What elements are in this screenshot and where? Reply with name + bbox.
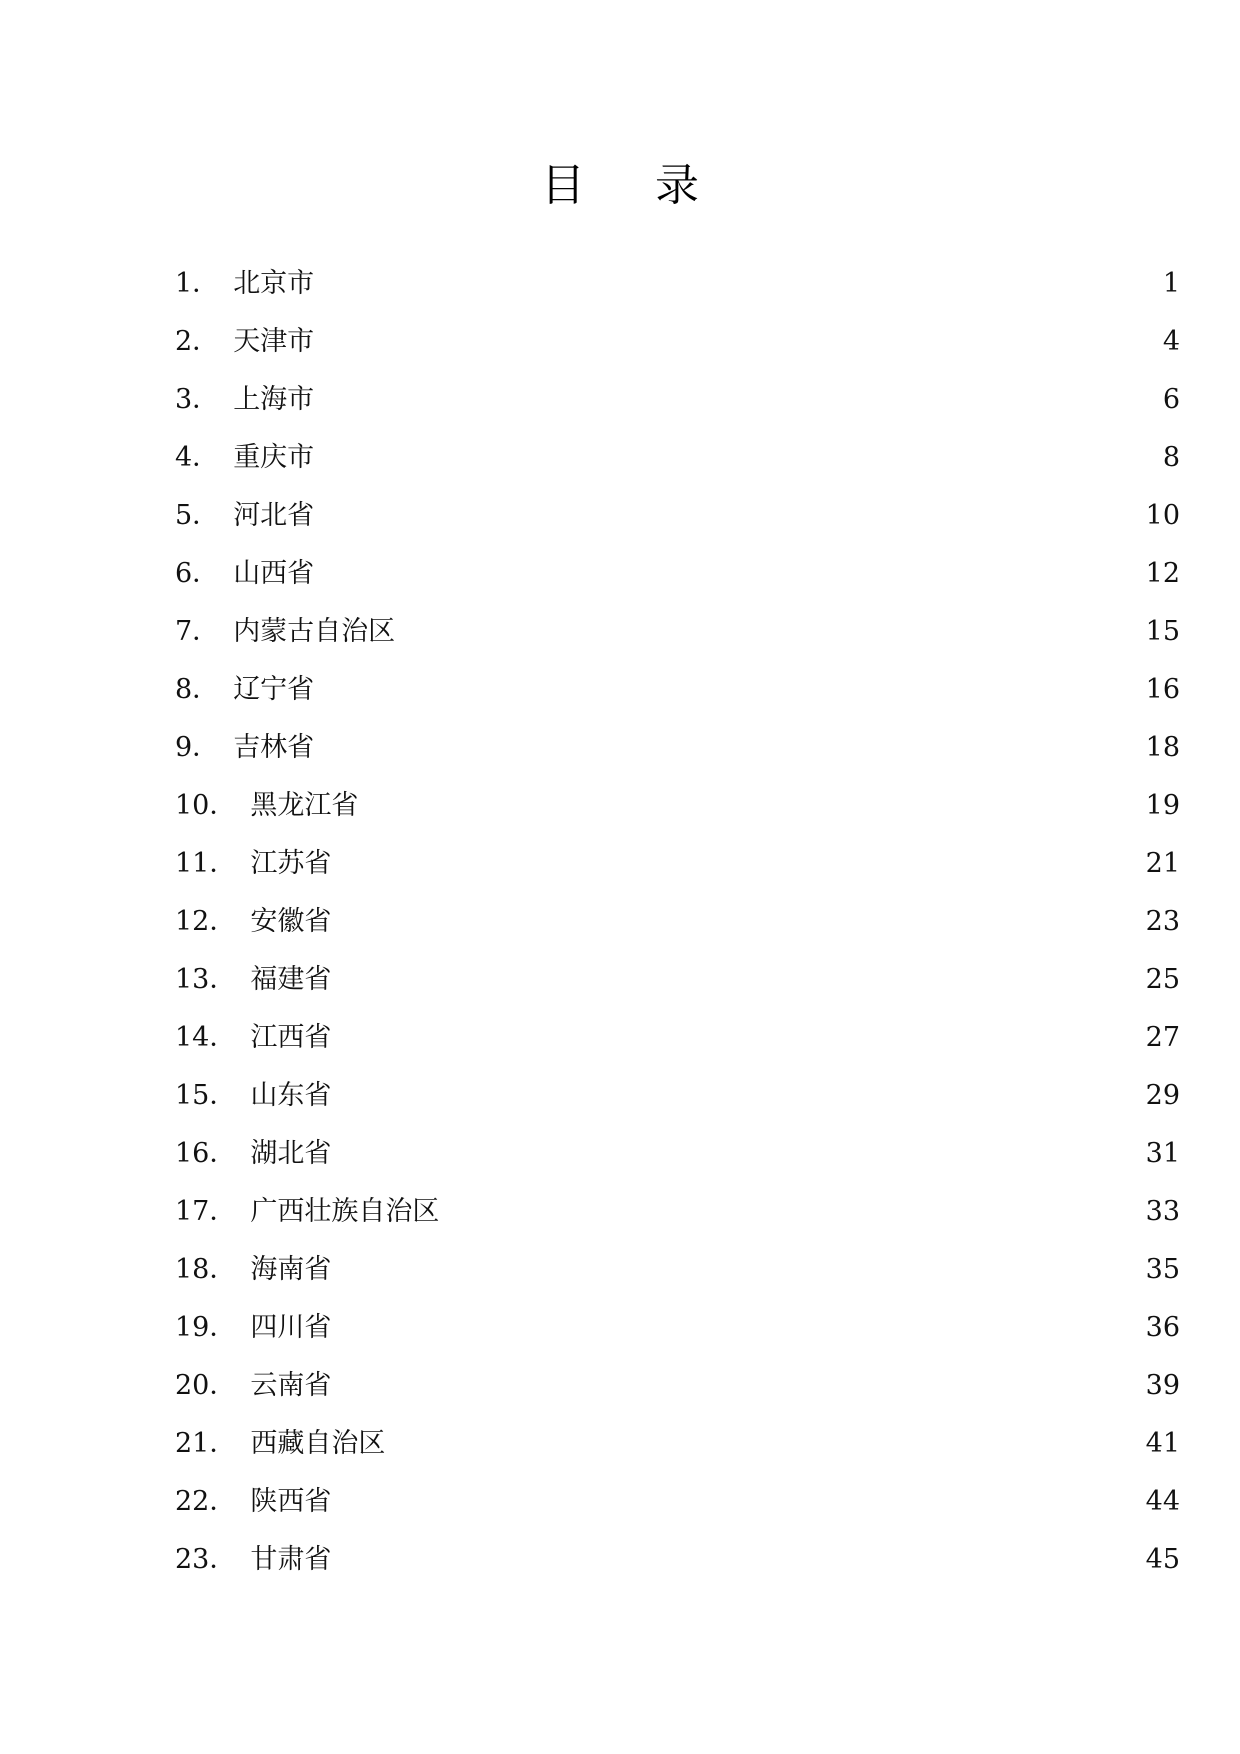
toc-entry[interactable] [175, 545, 1180, 603]
toc-entry-name: 四川省 [250, 1312, 332, 1343]
toc-entry-name: 辽宁省 [233, 674, 315, 705]
toc-entry-name: 安徽省 [250, 906, 332, 937]
toc-entry[interactable] [175, 951, 1180, 1009]
toc-entry[interactable] [175, 255, 1180, 313]
toc-entry-page: 23 [1145, 906, 1180, 937]
toc-entry-number: 1． [175, 268, 220, 299]
toc-entry-number: 12． [175, 906, 237, 937]
toc-entry-number: 10． [175, 790, 237, 821]
toc-entry-number: 20． [175, 1370, 237, 1401]
toc-entry-page: 31 [1145, 1138, 1180, 1169]
page-title: 目 录 [541, 160, 727, 211]
toc-entry-name: 上海市 [233, 384, 315, 415]
toc-entry[interactable] [175, 1415, 1180, 1473]
toc-entry[interactable] [175, 1125, 1180, 1183]
toc-entry[interactable] [175, 893, 1180, 951]
toc-entry-number: 11． [175, 848, 237, 879]
toc-entry-number: 22． [175, 1486, 237, 1517]
toc-entry-name: 陕西省 [250, 1486, 332, 1517]
toc-entry[interactable] [175, 371, 1180, 429]
toc-entry-name: 西藏自治区 [250, 1428, 386, 1459]
toc-entry-name: 吉林省 [233, 732, 315, 763]
toc-entry-page: 19 [1145, 790, 1180, 821]
toc-entry-page: 29 [1145, 1080, 1180, 1111]
toc-entry[interactable] [175, 313, 1180, 371]
toc-entry[interactable] [175, 603, 1180, 661]
toc-entry-number: 7． [175, 616, 220, 647]
toc-entry-name: 天津市 [233, 326, 315, 357]
toc-entry-number: 15． [175, 1080, 237, 1111]
toc-entry[interactable] [175, 661, 1180, 719]
toc-entry-page: 45 [1145, 1544, 1180, 1575]
toc-entry-number: 23． [175, 1544, 237, 1575]
toc-entry-name: 江西省 [250, 1022, 332, 1053]
toc-entry-number: 4． [175, 442, 220, 473]
toc-entry[interactable] [175, 1357, 1180, 1415]
toc-entry-name: 重庆市 [233, 442, 315, 473]
toc-entry[interactable] [175, 1473, 1180, 1531]
toc-entry-page: 25 [1145, 964, 1180, 995]
toc-entry-name: 海南省 [250, 1254, 332, 1285]
toc-entry-number: 9． [175, 732, 220, 763]
toc-entry-page: 18 [1145, 732, 1180, 763]
toc-entry-name: 甘肃省 [250, 1544, 332, 1575]
toc-entry-page: 44 [1145, 1486, 1180, 1517]
toc-entry[interactable] [175, 1531, 1180, 1589]
toc-entry[interactable] [175, 1299, 1180, 1357]
toc-list [175, 255, 1180, 1589]
toc-entry-page: 41 [1145, 1428, 1180, 1459]
toc-entry-number: 13． [175, 964, 237, 995]
toc-entry-name: 山西省 [233, 558, 315, 589]
toc-entry-number: 16． [175, 1138, 237, 1169]
toc-entry[interactable] [175, 429, 1180, 487]
toc-entry-page: 35 [1145, 1254, 1180, 1285]
toc-entry[interactable] [175, 1241, 1180, 1299]
toc-entry-page: 36 [1145, 1312, 1180, 1343]
toc-entry[interactable] [175, 835, 1180, 893]
toc-entry-number: 18． [175, 1254, 237, 1285]
toc-entry-name: 河北省 [233, 500, 315, 531]
toc-entry-number: 3． [175, 384, 220, 415]
toc-entry-page: 12 [1145, 558, 1180, 589]
toc-entry-number: 5． [175, 500, 220, 531]
toc-entry[interactable] [175, 1183, 1180, 1241]
toc-entry[interactable] [175, 1067, 1180, 1125]
toc-entry-page: 10 [1145, 500, 1180, 531]
toc-entry-name: 内蒙古自治区 [233, 616, 396, 647]
toc-entry-number: 6． [175, 558, 220, 589]
toc-entry-page: 15 [1145, 616, 1180, 647]
toc-entry-name: 福建省 [250, 964, 332, 995]
toc-entry-name: 黑龙江省 [250, 790, 359, 821]
toc-entry-number: 17． [175, 1196, 237, 1227]
toc-entry[interactable] [175, 777, 1180, 835]
toc-entry[interactable] [175, 487, 1180, 545]
toc-entry-name: 云南省 [250, 1370, 332, 1401]
toc-entry-number: 8． [175, 674, 220, 705]
toc-entry-page: 21 [1145, 848, 1180, 879]
toc-entry-name: 广西壮族自治区 [250, 1196, 440, 1227]
toc-entry-number: 19． [175, 1312, 237, 1343]
toc-entry-name: 江苏省 [250, 848, 332, 879]
toc-entry-number: 21． [175, 1428, 237, 1459]
toc-entry-page: 39 [1145, 1370, 1180, 1401]
toc-entry-page: 33 [1145, 1196, 1180, 1227]
toc-entry-page: 6 [1162, 384, 1180, 415]
toc-entry-page: 1 [1162, 268, 1180, 299]
toc-entry-page: 27 [1145, 1022, 1180, 1053]
toc-entry-page: 4 [1162, 326, 1180, 357]
toc-entry-name: 湖北省 [250, 1138, 332, 1169]
toc-entry[interactable] [175, 719, 1180, 777]
toc-entry-number: 14． [175, 1022, 237, 1053]
toc-entry-page: 16 [1145, 674, 1180, 705]
toc-entry[interactable] [175, 1009, 1180, 1067]
toc-entry-name: 山东省 [250, 1080, 332, 1111]
toc-entry-number: 2． [175, 326, 220, 357]
toc-entry-page: 8 [1162, 442, 1180, 473]
toc-entry-name: 北京市 [233, 268, 315, 299]
